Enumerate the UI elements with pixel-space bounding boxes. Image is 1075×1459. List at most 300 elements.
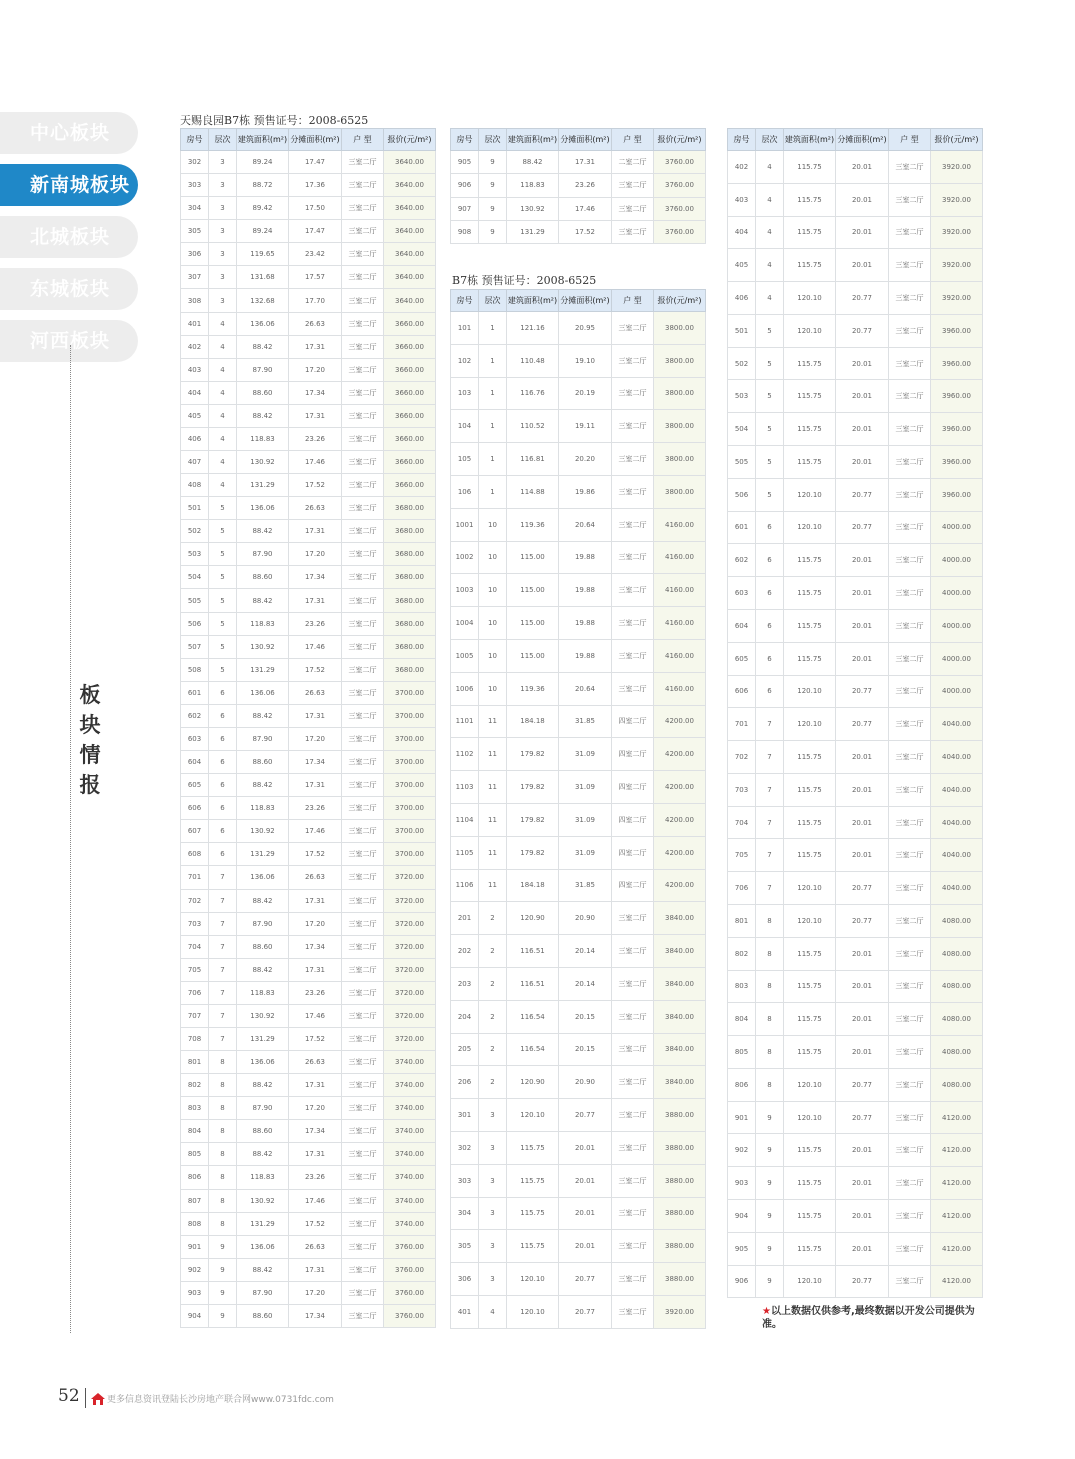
table-cell: 3740.00 bbox=[384, 1074, 436, 1097]
table-cell: 179.82 bbox=[507, 738, 559, 771]
table-cell: 505 bbox=[181, 589, 209, 612]
table-cell: 4 bbox=[756, 249, 784, 282]
table-cell: 6 bbox=[209, 727, 237, 750]
table-cell: 88.60 bbox=[237, 935, 289, 958]
tab-xinnancheng[interactable]: 新南城板块 bbox=[0, 164, 138, 206]
table-cell: 4 bbox=[209, 451, 237, 474]
table-row bbox=[181, 751, 436, 774]
table-row bbox=[181, 1051, 436, 1074]
table-row bbox=[181, 266, 436, 289]
table-row bbox=[181, 335, 436, 358]
table-cell: 805 bbox=[728, 1036, 756, 1069]
table-cell: 115.75 bbox=[784, 151, 836, 184]
table-cell: 三室二厅 bbox=[342, 1304, 384, 1327]
table-cell: 23.26 bbox=[289, 1166, 342, 1189]
table-cell: 804 bbox=[181, 1120, 209, 1143]
table-cell: 4 bbox=[479, 1295, 507, 1328]
table-row bbox=[181, 774, 436, 797]
table-cell: 905 bbox=[728, 1232, 756, 1265]
table-cell: 3660.00 bbox=[384, 404, 436, 427]
table-cell: 802 bbox=[728, 937, 756, 970]
table-cell: 302 bbox=[181, 151, 209, 174]
table-cell: 3800.00 bbox=[654, 443, 706, 476]
table-cell: 120.10 bbox=[784, 478, 836, 511]
table-cell: 8 bbox=[756, 970, 784, 1003]
table-cell: 7 bbox=[756, 839, 784, 872]
tab-hexi[interactable]: 河西板块 bbox=[0, 320, 138, 362]
table-cell: 4040.00 bbox=[931, 708, 983, 741]
table-cell: 17.34 bbox=[289, 566, 342, 589]
table-cell: 三室二厅 bbox=[342, 335, 384, 358]
table-cell: 三室二厅 bbox=[342, 1004, 384, 1027]
table-row bbox=[181, 474, 436, 497]
table-cell: 115.75 bbox=[784, 1200, 836, 1233]
table-cell: 4040.00 bbox=[931, 839, 983, 872]
table-cell: 1103 bbox=[451, 771, 479, 804]
table-cell: 17.31 bbox=[289, 1143, 342, 1166]
table-cell: 119.36 bbox=[507, 508, 559, 541]
table-cell: 6 bbox=[209, 820, 237, 843]
table-cell: 402 bbox=[181, 335, 209, 358]
table-cell: 4 bbox=[756, 183, 784, 216]
table-cell: 906 bbox=[728, 1265, 756, 1298]
table-cell: 17.31 bbox=[289, 404, 342, 427]
table-cell: 17.31 bbox=[289, 774, 342, 797]
table-cell: 3720.00 bbox=[384, 981, 436, 1004]
table-cell: 三室二厅 bbox=[889, 347, 931, 380]
table-cell: 908 bbox=[451, 220, 479, 243]
table-cell: 3800.00 bbox=[654, 377, 706, 410]
table-cell: 20.77 bbox=[836, 872, 889, 905]
table-cell: 四室二厅 bbox=[612, 836, 654, 869]
table-cell: 7 bbox=[756, 872, 784, 905]
table-row bbox=[181, 658, 436, 681]
table-cell: 三室二厅 bbox=[612, 902, 654, 935]
table-row bbox=[451, 639, 706, 672]
column-header: 户 型 bbox=[342, 129, 384, 151]
table-cell: 102 bbox=[451, 344, 479, 377]
table-row bbox=[181, 497, 436, 520]
table-cell: 3740.00 bbox=[384, 1189, 436, 1212]
table-cell: 3 bbox=[209, 266, 237, 289]
table-cell: 20.01 bbox=[836, 741, 889, 774]
table-cell: 三室二厅 bbox=[612, 1295, 654, 1328]
table-cell: 504 bbox=[728, 413, 756, 446]
table-cell: 706 bbox=[728, 872, 756, 905]
table-row bbox=[181, 612, 436, 635]
table-cell: 808 bbox=[181, 1212, 209, 1235]
table-cell: 10 bbox=[479, 574, 507, 607]
table-row bbox=[728, 1003, 983, 1036]
table-cell: 501 bbox=[728, 314, 756, 347]
table-cell: 2 bbox=[479, 935, 507, 968]
table-cell: 20.01 bbox=[559, 1131, 612, 1164]
table-cell: 4 bbox=[209, 474, 237, 497]
table-cell: 三室二厅 bbox=[889, 741, 931, 774]
table-cell: 三室二厅 bbox=[612, 344, 654, 377]
table-cell: 130.92 bbox=[237, 451, 289, 474]
table-cell: 20.19 bbox=[559, 377, 612, 410]
table-cell: 704 bbox=[728, 806, 756, 839]
table-cell: 26.63 bbox=[289, 866, 342, 889]
table-cell: 20.01 bbox=[836, 1003, 889, 1036]
table-cell: 3760.00 bbox=[384, 1235, 436, 1258]
table-cell: 20.77 bbox=[836, 675, 889, 708]
table-cell: 3920.00 bbox=[931, 151, 983, 184]
table-cell: 4 bbox=[209, 312, 237, 335]
column-header: 分摊面积(m²) bbox=[289, 129, 342, 151]
table-cell: 11 bbox=[479, 803, 507, 836]
table-cell: 6 bbox=[756, 511, 784, 544]
column-header: 房号 bbox=[451, 129, 479, 151]
table-cell: 8 bbox=[756, 1068, 784, 1101]
table-cell: 104 bbox=[451, 410, 479, 443]
table-cell: 3800.00 bbox=[654, 475, 706, 508]
table-cell: 115.75 bbox=[784, 806, 836, 839]
table-cell: 2 bbox=[479, 1033, 507, 1066]
table-cell: 89.24 bbox=[237, 151, 289, 174]
table-cell: 3840.00 bbox=[654, 1000, 706, 1033]
table-cell: 120.10 bbox=[784, 675, 836, 708]
column-header: 报价(元/m²) bbox=[931, 129, 983, 151]
table-cell: 17.31 bbox=[289, 1258, 342, 1281]
table-cell: 7 bbox=[756, 806, 784, 839]
table-cell: 120.10 bbox=[784, 708, 836, 741]
table-row bbox=[181, 174, 436, 197]
table-cell: 3 bbox=[479, 1099, 507, 1132]
table-cell: 三室二厅 bbox=[342, 958, 384, 981]
table-cell: 17.52 bbox=[289, 843, 342, 866]
table-row bbox=[728, 708, 983, 741]
table-cell: 6 bbox=[756, 675, 784, 708]
table-cell: 三室二厅 bbox=[889, 511, 931, 544]
table-row bbox=[181, 1027, 436, 1050]
table-cell: 20.01 bbox=[836, 642, 889, 675]
table-cell: 115.75 bbox=[784, 183, 836, 216]
table-row bbox=[451, 1066, 706, 1099]
table-cell: 20.77 bbox=[836, 1068, 889, 1101]
table-cell: 4 bbox=[756, 151, 784, 184]
table-cell: 20.01 bbox=[836, 1232, 889, 1265]
table-cell: 4000.00 bbox=[931, 642, 983, 675]
table-cell: 305 bbox=[451, 1230, 479, 1263]
table-cell: 7 bbox=[209, 889, 237, 912]
table-cell: 1104 bbox=[451, 803, 479, 836]
table-cell: 115.75 bbox=[784, 970, 836, 1003]
table-cell: 4040.00 bbox=[931, 806, 983, 839]
table-row bbox=[728, 577, 983, 610]
table-cell: 31.09 bbox=[559, 738, 612, 771]
table-cell: 3 bbox=[479, 1197, 507, 1230]
table-cell: 3640.00 bbox=[384, 243, 436, 266]
table-row bbox=[451, 803, 706, 836]
tab-zhongxin[interactable]: 中心板块 bbox=[0, 112, 138, 154]
table-cell: 407 bbox=[181, 451, 209, 474]
table-cell: 508 bbox=[181, 658, 209, 681]
table-cell: 3760.00 bbox=[654, 220, 706, 243]
table-cell: 707 bbox=[181, 1004, 209, 1027]
table-cell: 20.77 bbox=[836, 1265, 889, 1298]
table-row bbox=[181, 566, 436, 589]
column-header: 户 型 bbox=[612, 129, 654, 151]
table-cell: 三室二厅 bbox=[612, 639, 654, 672]
table-row bbox=[181, 289, 436, 312]
table-row bbox=[181, 797, 436, 820]
table-row bbox=[451, 738, 706, 771]
table-cell: 5 bbox=[756, 446, 784, 479]
table-cell: 87.90 bbox=[237, 358, 289, 381]
column-header: 层次 bbox=[756, 129, 784, 151]
table-cell: 403 bbox=[181, 358, 209, 381]
table-cell: 20.77 bbox=[836, 904, 889, 937]
table-cell: 9 bbox=[479, 151, 507, 174]
table-cell: 89.24 bbox=[237, 220, 289, 243]
table-cell: 3660.00 bbox=[384, 474, 436, 497]
table-row bbox=[181, 1235, 436, 1258]
table-cell: 507 bbox=[181, 635, 209, 658]
tab-beicheng[interactable]: 北城板块 bbox=[0, 216, 138, 258]
table-cell: 3960.00 bbox=[931, 380, 983, 413]
table-row bbox=[451, 1033, 706, 1066]
table-cell: 26.63 bbox=[289, 312, 342, 335]
table-cell: 5 bbox=[209, 543, 237, 566]
table-cell: 三室二厅 bbox=[889, 1200, 931, 1233]
table-cell: 601 bbox=[728, 511, 756, 544]
table-cell: 3760.00 bbox=[654, 174, 706, 197]
table-cell: 502 bbox=[728, 347, 756, 380]
table-cell: 115.75 bbox=[784, 249, 836, 282]
table-cell: 4200.00 bbox=[654, 869, 706, 902]
table-cell: 121.16 bbox=[507, 312, 559, 345]
column-header: 建筑面积(m²) bbox=[507, 290, 559, 312]
table-cell: 4080.00 bbox=[931, 1003, 983, 1036]
table-row bbox=[728, 1167, 983, 1200]
table-cell: 17.50 bbox=[289, 197, 342, 220]
table-cell: 115.00 bbox=[507, 541, 559, 574]
table-cell: 120.10 bbox=[507, 1099, 559, 1132]
table-cell: 四室二厅 bbox=[612, 705, 654, 738]
table-cell: 31.09 bbox=[559, 771, 612, 804]
table-row bbox=[451, 935, 706, 968]
table-cell: 17.34 bbox=[289, 1304, 342, 1327]
table-row bbox=[451, 1295, 706, 1328]
table-cell: 17.52 bbox=[559, 220, 612, 243]
table-cell: 三室二厅 bbox=[612, 377, 654, 410]
table-cell: 115.75 bbox=[784, 577, 836, 610]
table-cell: 三室二厅 bbox=[889, 478, 931, 511]
table-cell: 3720.00 bbox=[384, 889, 436, 912]
table-cell: 三室二厅 bbox=[889, 675, 931, 708]
table-cell: 115.75 bbox=[784, 1036, 836, 1069]
table-cell: 3700.00 bbox=[384, 704, 436, 727]
footer-text[interactable]: 更多信息资讯登陆长沙房地产联合网www.0731fdc.com bbox=[107, 1395, 334, 1405]
table-cell: 7 bbox=[756, 773, 784, 806]
table-row bbox=[181, 1143, 436, 1166]
table-cell: 9 bbox=[209, 1258, 237, 1281]
table-cell: 3760.00 bbox=[384, 1304, 436, 1327]
table-cell: 118.83 bbox=[237, 981, 289, 1004]
table-cell: 三室二厅 bbox=[342, 358, 384, 381]
table-cell: 17.31 bbox=[289, 589, 342, 612]
table-cell: 115.75 bbox=[784, 413, 836, 446]
table-cell: 6 bbox=[756, 642, 784, 675]
table-cell: 804 bbox=[728, 1003, 756, 1036]
table-cell: 三室二厅 bbox=[612, 1230, 654, 1263]
table-row bbox=[728, 609, 983, 642]
table-cell: 17.20 bbox=[289, 358, 342, 381]
table-cell: 三室二厅 bbox=[889, 839, 931, 872]
table-cell: 三室二厅 bbox=[889, 380, 931, 413]
table-cell: 17.46 bbox=[289, 1189, 342, 1212]
table-cell: 5 bbox=[756, 380, 784, 413]
table-cell: 119.36 bbox=[507, 672, 559, 705]
table-cell: 8 bbox=[756, 904, 784, 937]
table-row bbox=[181, 427, 436, 450]
table-cell: 5 bbox=[756, 347, 784, 380]
section-title bbox=[78, 680, 102, 800]
table-cell: 305 bbox=[181, 220, 209, 243]
table-cell: 504 bbox=[181, 566, 209, 589]
table-cell: 806 bbox=[728, 1068, 756, 1101]
table-row bbox=[728, 413, 983, 446]
column-header: 报价(元/m²) bbox=[654, 290, 706, 312]
table-cell: 116.51 bbox=[507, 935, 559, 968]
table-cell: 三室二厅 bbox=[889, 249, 931, 282]
table-row bbox=[181, 151, 436, 174]
table-cell: 17.34 bbox=[289, 751, 342, 774]
table-row bbox=[728, 183, 983, 216]
table-cell: 184.18 bbox=[507, 705, 559, 738]
table-cell: 17.57 bbox=[289, 266, 342, 289]
table-cell: 115.75 bbox=[784, 216, 836, 249]
table-row bbox=[181, 589, 436, 612]
table-row bbox=[181, 1258, 436, 1281]
table-cell: 603 bbox=[728, 577, 756, 610]
table-cell: 705 bbox=[181, 958, 209, 981]
table-cell: 406 bbox=[728, 282, 756, 315]
table-cell: 3800.00 bbox=[654, 344, 706, 377]
table-row bbox=[451, 836, 706, 869]
table-cell: 17.46 bbox=[289, 635, 342, 658]
table-cell: 3700.00 bbox=[384, 774, 436, 797]
table-row bbox=[728, 970, 983, 1003]
table-cell: 3 bbox=[479, 1263, 507, 1296]
table-cell: 四室二厅 bbox=[612, 771, 654, 804]
table-cell: 115.75 bbox=[784, 741, 836, 774]
table-cell: 17.34 bbox=[289, 1120, 342, 1143]
table-cell: 904 bbox=[181, 1304, 209, 1327]
table-cell: 三室二厅 bbox=[612, 967, 654, 1000]
table-cell: 115.75 bbox=[784, 446, 836, 479]
table-cell: 7 bbox=[756, 708, 784, 741]
column-header: 分摊面积(m²) bbox=[836, 129, 889, 151]
table-cell: 88.42 bbox=[237, 889, 289, 912]
table-row bbox=[181, 1120, 436, 1143]
table-cell: 88.42 bbox=[237, 774, 289, 797]
table-cell: 301 bbox=[451, 1099, 479, 1132]
table-row bbox=[728, 839, 983, 872]
table-cell: 404 bbox=[181, 381, 209, 404]
table-cell: 5 bbox=[209, 497, 237, 520]
table-row bbox=[451, 705, 706, 738]
table-cell: 20.01 bbox=[836, 577, 889, 610]
table-cell: 204 bbox=[451, 1000, 479, 1033]
table-cell: 9 bbox=[756, 1232, 784, 1265]
table-cell: 806 bbox=[181, 1166, 209, 1189]
table-cell: 115.75 bbox=[784, 1232, 836, 1265]
table-cell: 11 bbox=[479, 771, 507, 804]
table-cell: 606 bbox=[181, 797, 209, 820]
table-cell: 26.63 bbox=[289, 1051, 342, 1074]
table-cell: 19.88 bbox=[559, 574, 612, 607]
table-cell: 23.26 bbox=[289, 612, 342, 635]
tab-dongcheng[interactable]: 东城板块 bbox=[0, 268, 138, 310]
table-cell: 115.75 bbox=[784, 937, 836, 970]
table-cell: 4200.00 bbox=[654, 771, 706, 804]
table-cell: 10 bbox=[479, 639, 507, 672]
table-cell: 2 bbox=[479, 1000, 507, 1033]
table-cell: 3 bbox=[209, 197, 237, 220]
table-cell: 3920.00 bbox=[931, 282, 983, 315]
table-row bbox=[728, 1200, 983, 1233]
section-title-char: 块 bbox=[79, 712, 101, 737]
table-cell: 20.90 bbox=[559, 902, 612, 935]
table-cell: 4 bbox=[756, 282, 784, 315]
table-cell: 3880.00 bbox=[654, 1230, 706, 1263]
table-cell: 5 bbox=[209, 612, 237, 635]
table-cell: 120.10 bbox=[784, 511, 836, 544]
table-cell: 88.42 bbox=[237, 704, 289, 727]
table-row bbox=[728, 1232, 983, 1265]
table-cell: 3800.00 bbox=[654, 312, 706, 345]
table-cell: 1004 bbox=[451, 607, 479, 640]
table-cell: 120.10 bbox=[784, 1068, 836, 1101]
table-cell: 116.81 bbox=[507, 443, 559, 476]
table-cell: 三室二厅 bbox=[889, 937, 931, 970]
table-cell: 17.31 bbox=[559, 151, 612, 174]
table-cell: 601 bbox=[181, 681, 209, 704]
table-cell: 20.01 bbox=[836, 544, 889, 577]
table-cell: 三室二厅 bbox=[889, 216, 931, 249]
table-cell: 3960.00 bbox=[931, 314, 983, 347]
table-row bbox=[451, 174, 706, 197]
table-cell: 3640.00 bbox=[384, 289, 436, 312]
table-cell: 三室二厅 bbox=[342, 520, 384, 543]
column-header: 建筑面积(m²) bbox=[507, 129, 559, 151]
table-row bbox=[451, 902, 706, 935]
table-cell: 1105 bbox=[451, 836, 479, 869]
table-cell: 三室二厅 bbox=[612, 174, 654, 197]
table-cell: 3880.00 bbox=[654, 1197, 706, 1230]
table-row bbox=[181, 1004, 436, 1027]
table-cell: 三室二厅 bbox=[612, 443, 654, 476]
table-cell: 115.75 bbox=[784, 642, 836, 675]
section-title-char: 情 bbox=[79, 742, 101, 767]
table-cell: 19.88 bbox=[559, 607, 612, 640]
table-cell: 20.01 bbox=[836, 1200, 889, 1233]
table-cell: 88.42 bbox=[237, 589, 289, 612]
table-cell: 903 bbox=[181, 1281, 209, 1304]
table-cell: 三室二厅 bbox=[342, 151, 384, 174]
table-cell: 803 bbox=[181, 1097, 209, 1120]
table-row bbox=[451, 672, 706, 705]
table-cell: 136.06 bbox=[237, 312, 289, 335]
table-row bbox=[728, 478, 983, 511]
table-cell: 31.09 bbox=[559, 836, 612, 869]
table-header-row bbox=[451, 290, 706, 312]
table-cell: 20.77 bbox=[559, 1295, 612, 1328]
table-cell: 1106 bbox=[451, 869, 479, 902]
